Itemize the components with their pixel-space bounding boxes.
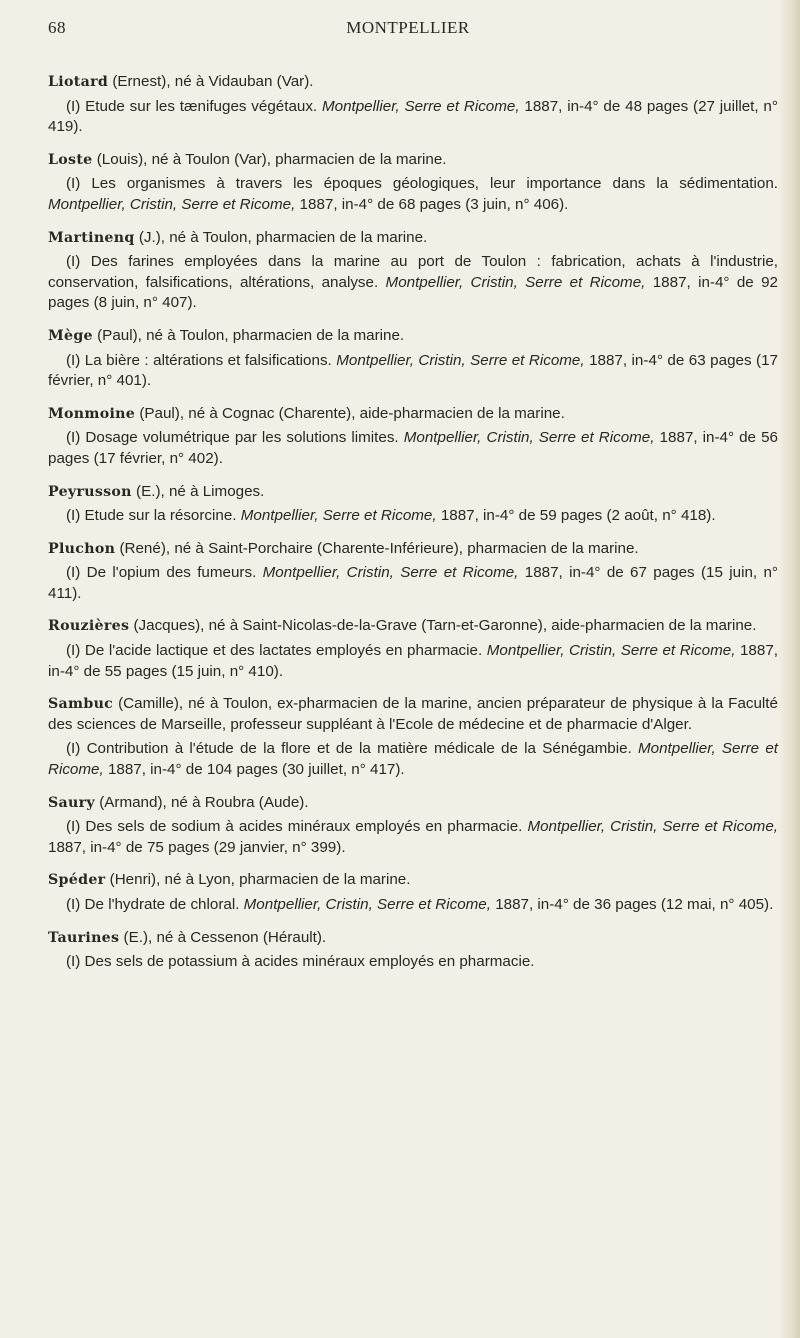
author-name: Taurines: [48, 929, 120, 946]
page-number: 68: [48, 18, 66, 37]
author-name: Martinenq: [48, 229, 135, 246]
work-details: 1887, in-4° de 67 pages (15 juin, n° 411).: [48, 564, 778, 602]
work-publisher: Montpellier, Cristin, Serre et Ricome,: [385, 273, 646, 291]
author-line: [48, 150, 778, 171]
author-line: [48, 870, 778, 891]
author-line: [48, 72, 778, 93]
author-line: [48, 793, 778, 814]
work-publisher: Montpellier, Serre et Ricome,: [240, 507, 437, 525]
author-name: Liotard: [48, 74, 109, 90]
document-page: [48, 18, 778, 985]
page-header: [48, 18, 778, 50]
author-line: [48, 928, 778, 949]
work-title: (I) La bière : altérations et falsifications.: [66, 351, 332, 369]
thesis-entry: [48, 482, 778, 527]
author-name: Mège: [48, 327, 93, 344]
author-name: Monmoine: [48, 405, 136, 422]
work-line: [48, 641, 778, 682]
author-bio: (Paul), né à Cognac (Charente), aide-pharmacien de la marine.: [139, 404, 565, 422]
author-bio: (E.), né à Cessenon (Hérault).: [123, 928, 327, 946]
author-line: [48, 482, 778, 503]
work-title: (I) Contribution à l'étude de la flore et de la matière médicale de la Sénégambie.: [66, 740, 632, 758]
work-title: (I) De l'acide lactique et des lactates employés en pharmacie.: [66, 642, 483, 660]
thesis-entry: [48, 150, 778, 216]
thesis-entry: [48, 793, 778, 859]
work-line: [48, 174, 778, 215]
work-title: (I) De l'hydrate de chloral.: [66, 896, 240, 913]
author-bio: (E.), né à Limoges.: [136, 482, 265, 500]
author-name: Saury: [48, 794, 95, 811]
running-title: MONTPELLIER: [346, 18, 470, 37]
work-title: (I) Les organismes à travers les époques géologiques, leur importance dans la sédimentation.: [66, 175, 778, 193]
work-publisher: Montpellier, Cristin, Serre et Ricome,: [403, 429, 655, 447]
thesis-entry: [48, 72, 778, 138]
work-title: (I) Des farines employées dans la marine au port de Toulon : fabrication, achats à l'industrie, conservation, falsifications, altérations, analyse.: [48, 253, 778, 291]
work-line: [48, 97, 778, 138]
work-publisher: Montpellier, Cristin, Serre et Ricome,: [527, 818, 778, 836]
work-title: (I) Dosage volumétrique par les solutions limites.: [66, 429, 399, 447]
entry-list: [48, 72, 778, 973]
work-details: 1887, in-4° de 104 pages (30 juillet, n° 417).: [107, 761, 405, 779]
work-line: [48, 428, 778, 469]
work-details: 1887, in-4° de 92 pages (8 juin, n° 407).: [48, 273, 778, 312]
thesis-entry: [48, 228, 778, 314]
thesis-entry: [48, 539, 778, 605]
work-details: 1887, in-4° de 48 pages (27 juillet, n° 419).: [48, 97, 778, 136]
author-line: [48, 326, 778, 347]
work-line: [48, 952, 778, 973]
thesis-entry: [48, 616, 778, 682]
author-line: [48, 404, 778, 425]
author-bio: (Jacques), né à Saint-Nicolas-de-la-Grave (Tarn-et-Garonne), aide-pharmacien de la marine.: [133, 617, 757, 635]
author-name: Pluchon: [48, 540, 116, 557]
work-details: 1887, in-4° de 68 pages (3 juin, n° 406).: [299, 195, 569, 213]
author-bio: (J.), né à Toulon, pharmacien de la marine.: [138, 228, 428, 246]
work-details: 1887, in-4° de 36 pages (12 mai, n° 405).: [495, 896, 774, 913]
work-line: [48, 252, 778, 314]
work-publisher: Montpellier, Cristin, Serre et Ricome,: [336, 351, 585, 369]
work-details: 1887, in-4° de 56 pages (17 février, n° 402).: [48, 429, 778, 467]
author-bio: (Camille), né à Toulon, ex-pharmacien de la marine, ancien préparateur de physique à la Faculté des sciences de Marseille, professeur suppléant à l'Ecole de médecine et de pharmacie d'Alger.: [48, 695, 778, 733]
author-line: [48, 539, 778, 560]
work-line: [48, 506, 778, 527]
thesis-entry: [48, 928, 778, 973]
author-bio: (René), né à Saint-Porchaire (Charente-Inférieure), pharmacien de la marine.: [119, 539, 639, 557]
work-details: 1887, in-4° de 55 pages (15 juin, n° 410).: [48, 642, 778, 680]
page-edge-shadow: [778, 0, 800, 1338]
thesis-entry: [48, 870, 778, 915]
work-publisher: Montpellier, Cristin, Serre et Ricome,: [262, 564, 519, 582]
work-line: [48, 817, 778, 858]
work-title: (I) Etude sur les tænifuges végétaux.: [66, 97, 318, 115]
author-bio: (Louis), né à Toulon (Var), pharmacien de la marine.: [96, 150, 447, 168]
work-details: 1887, in-4° de 63 pages (17 février, n° 401).: [48, 351, 778, 390]
work-publisher: Montpellier, Cristin, Serre et Ricome,: [243, 896, 491, 913]
work-line: [48, 351, 778, 392]
work-line: [48, 895, 778, 916]
work-publisher: Montpellier, Serre et Ricome,: [321, 97, 520, 115]
author-name: Loste: [48, 151, 93, 168]
work-publisher: Montpellier, Serre et Ricome,: [48, 740, 778, 779]
author-bio: (Paul), né à Toulon, pharmacien de la marine.: [97, 326, 405, 344]
author-bio: (Armand), né à Roubra (Aude).: [99, 793, 309, 811]
thesis-entry: [48, 694, 778, 780]
thesis-entry: [48, 326, 778, 392]
author-line: [48, 228, 778, 249]
work-line: [48, 563, 778, 604]
work-publisher: Montpellier, Cristin, Serre et Ricome,: [486, 642, 736, 660]
author-line: [48, 694, 778, 735]
author-name: Rouzières: [48, 618, 130, 635]
author-name: Sambuc: [48, 696, 114, 713]
author-bio: (Henri), né à Lyon, pharmacien de la marine.: [109, 871, 411, 889]
work-title: (I) De l'opium des fumeurs.: [66, 564, 257, 582]
work-line: [48, 739, 778, 780]
work-title: (I) Etude sur la résorcine.: [66, 507, 237, 525]
author-line: [48, 616, 778, 637]
work-publisher: Montpellier, Cristin, Serre et Ricome,: [48, 195, 296, 213]
work-title: (I) Des sels de sodium à acides minéraux employés en pharmacie.: [66, 818, 523, 836]
author-name: Peyrusson: [48, 483, 132, 500]
work-title: (I) Des sels de potassium à acides minéraux employés en pharmacie.: [66, 953, 535, 971]
work-details: 1887, in-4° de 59 pages (2 août, n° 418).: [440, 507, 716, 525]
author-name: Spéder: [48, 872, 106, 889]
thesis-entry: [48, 404, 778, 470]
author-bio: (Ernest), né à Vidauban (Var).: [112, 73, 314, 90]
work-details: 1887, in-4° de 75 pages (29 janvier, n° 399).: [48, 838, 346, 856]
